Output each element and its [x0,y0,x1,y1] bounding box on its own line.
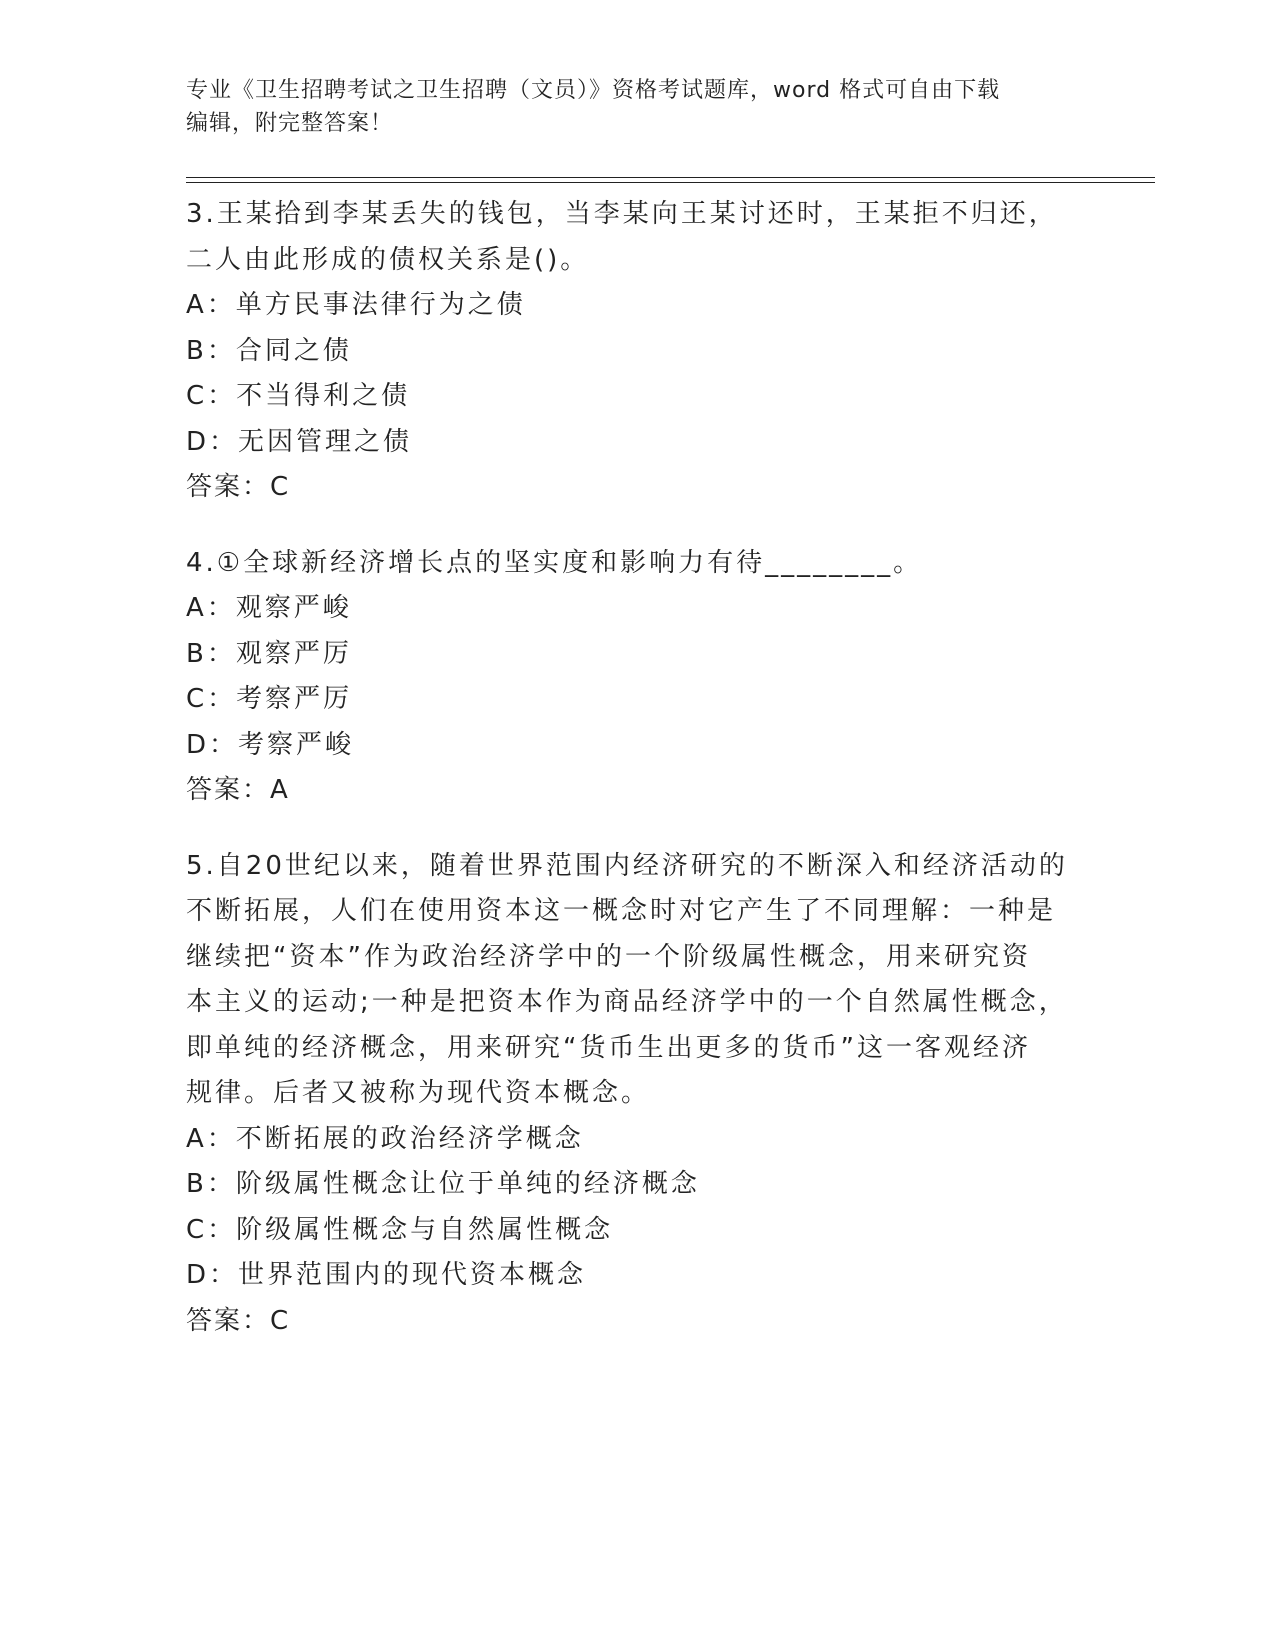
header-line-2: 编辑，附完整答案！ [186,111,394,136]
question-stem-line: 规律。后者又被称为现代资本概念。 [186,1078,651,1108]
option-c: C：阶级属性概念与自然属性概念 [186,1214,614,1245]
option-b: B：观察严厉 [186,638,352,669]
option-c: C：考察严厉 [186,684,353,714]
question-list [186,192,1086,1374]
option-d: D：世界范围内的现代资本概念 [186,1260,587,1290]
question-4 [186,541,1086,814]
option-a: A：观察严峻 [186,593,352,623]
answer-line: 答案：A [186,775,290,805]
question-5 [186,844,1086,1345]
question-stem-line: 即单纯的经济概念，用来研究“货币生出更多的货币”这一客观经济 [186,1032,1031,1063]
question-stem-line: 5.自20世纪以来，随着世界范围内经济研究的不断深入和经济活动的 [186,850,1068,881]
question-stem-line: 继续把“资本”作为政治经济学中的一个阶级属性概念，用来研究资 [186,941,1031,972]
option-a: A：不断拓展的政治经济学概念 [186,1123,584,1154]
question-stem-line: 二人由此形成的债权关系是()。 [186,244,590,275]
question-stem-line: 4.①全球新经济增长点的坚实度和影响力有待________。 [186,547,923,578]
option-c: C：不当得利之债 [186,381,411,411]
question-stem-line: 不断拓展，人们在使用资本这一概念时对它产生了不同理解：一种是 [186,896,1057,926]
option-b: B：阶级属性概念让位于单纯的经济概念 [186,1169,700,1199]
header-rule-bottom [186,182,1155,183]
header-line-1: 专业《卫生招聘考试之卫生招聘（文员）》资格考试题库，word 格式可自由下载 [186,78,1001,103]
answer-line: 答案：C [186,472,291,502]
option-d: D：无因管理之债 [186,426,413,457]
option-a: A：单方民事法律行为之债 [186,290,526,320]
option-d: D：考察严峻 [186,729,355,760]
header-rule-top [186,177,1155,178]
question-stem-line: 3.王某拾到李某丢失的钱包，当李某向王某讨还时，王某拒不归还， [186,199,1058,229]
answer-line: 答案：C [186,1305,291,1336]
question-stem-line: 本主义的运动;一种是把资本作为商品经济学中的一个自然属性概念， [186,987,1068,1017]
question-3 [186,192,1086,511]
option-b: B：合同之债 [186,335,352,366]
document-header [186,74,1066,140]
